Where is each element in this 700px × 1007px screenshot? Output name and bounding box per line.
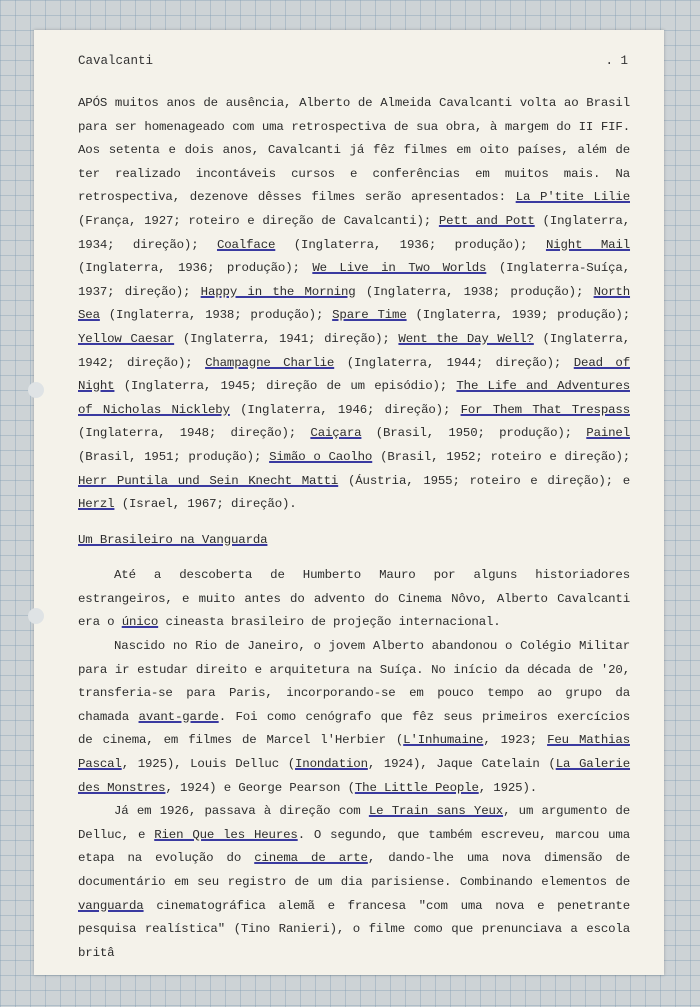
underlined-title: For Them That Trespass — [460, 402, 630, 417]
text-run: (Brasil, 1950; produção); — [361, 426, 587, 441]
underlined-title: cinema de arte — [254, 851, 368, 866]
underlined-title: Spare Time — [332, 308, 407, 323]
punch-hole — [28, 382, 44, 398]
text-run: (Brasil, 1951; produção); — [78, 449, 270, 464]
text-run: . Foi como cenógrafo que fêz seus primeiros exercícios de cinema, em filmes de Marcel l'Herbier ( — [78, 709, 630, 748]
underlined-title: Simão o Caolho — [269, 449, 373, 464]
underlined-title: Champagne Charlie — [205, 355, 335, 370]
underlined-title: avant-garde — [138, 709, 219, 724]
paragraph — [78, 564, 630, 635]
underlined-title: Feu Mathias Pascal — [78, 733, 630, 772]
document-page — [34, 30, 664, 975]
page-number: . 1 — [605, 54, 628, 68]
text-run: APÓS muitos anos de ausência, Alberto de Almeida Cavalcanti volta ao Brasil para ser homenageado com uma retrospectiva de sua obra, à margem do II FIF. Aos setenta e dois anos, Cavalcanti já fêz filmes em oito países, além de ter realizado incontáveis cursos e conferências em muitos mais. Na retrospectiva, dezenove dêsses filmes serão apresentados: — [78, 96, 630, 205]
header-title: Cavalcanti — [78, 54, 154, 68]
underlined-title: L'Inhumaine — [403, 733, 484, 748]
underlined-title: Painel — [586, 426, 630, 441]
text-run: , dando-lhe uma nova dimensão de documentário em seu registro de um dia parisiense. Combinando elementos de — [78, 851, 631, 889]
paragraph — [78, 92, 630, 517]
text-run: (França, 1927; roteiro e direção de Cavalcanti); — [78, 213, 439, 228]
text-run: (Israel, 1967; direção). — [114, 497, 297, 512]
punch-hole — [28, 608, 44, 624]
text-run: Já em 1926, passava à direção com — [114, 804, 369, 819]
document-body — [78, 92, 630, 965]
section-heading — [78, 529, 630, 553]
underlined-title: We Live in Two Worlds — [312, 261, 487, 276]
text-run: (Inglaterra, 1939; produção); — [406, 308, 630, 323]
text-run: , 1925), Louis Delluc ( — [121, 757, 295, 772]
text-run: cinematográfica alemã e francesa "com uma nova e penetrante pesquisa realística" (Tino Ranieri), o filme como que prenunciava a escola britâ — [78, 898, 630, 960]
underlined-title: The Little People — [354, 780, 479, 795]
underlined-title: Rien Que les Heures — [154, 827, 298, 842]
underlined-title: Yellow Caesar — [78, 331, 175, 346]
text-run: (Inglaterra, 1946; direção); — [229, 402, 461, 417]
underlined-title: The Life and Adventures of Nicholas Nickleby — [78, 379, 630, 417]
underlined-title: vanguarda — [78, 898, 144, 913]
text-run: , 1924) e George Pearson ( — [165, 780, 355, 795]
underlined-title: La Galerie des Monstres — [78, 757, 631, 795]
underlined-title: Um Brasileiro na Vanguarda — [78, 532, 268, 547]
text-run: (Inglaterra, 1936; produção); — [275, 237, 546, 252]
paragraph — [78, 800, 630, 965]
text-run: (Brasil, 1952; roteiro e direção); — [372, 449, 631, 464]
underlined-title: Went the Day Well? — [398, 331, 534, 346]
underlined-title: Herr Puntila und Sein Knecht Matti — [78, 473, 339, 488]
text-run: , um argumento de Delluc, e — [78, 804, 630, 842]
text-run: (Inglaterra, 1938; produção); — [355, 284, 594, 299]
text-run: (Inglaterra, 1944; direção); — [334, 355, 574, 370]
underlined-title: único — [121, 615, 159, 630]
text-run: Nascido no Rio de Janeiro, o jovem Alberto abandonou o Colégio Militar para ir estudar direito e arquitetura na Suíça. No início da década de '20, transferia-se para Paris, incorporando-se em pouco tempo ao grupo da chamada — [78, 639, 630, 724]
underlined-title: North Sea — [78, 284, 631, 323]
text-run: (Inglaterra, 1936; produção); — [78, 261, 313, 276]
underlined-title: Night Mail — [545, 237, 631, 252]
page-header — [78, 54, 628, 68]
text-run: (Inglaterra, 1938; produção); — [99, 308, 333, 323]
underlined-title: Herzl — [78, 497, 115, 512]
underlined-title: Le Train sans Yeux — [368, 804, 504, 819]
text-run: (Inglaterra, 1945; direção de um episódio); — [114, 379, 457, 394]
underlined-title: Caiçara — [310, 426, 362, 441]
text-run: . O segundo, que também escreveu, marcou uma etapa na evolução do — [78, 827, 630, 866]
text-run: , 1923; — [483, 733, 548, 748]
text-run: , 1925). — [478, 780, 538, 795]
underlined-title: La P'tite Lilie — [515, 190, 630, 205]
text-run: (Inglaterra, 1942; direção); — [78, 331, 630, 370]
text-run: (Inglaterra, 1948; direção); — [78, 426, 311, 441]
underlined-title: Coalface — [216, 237, 276, 252]
underlined-title: Inondation — [295, 757, 368, 772]
text-run: (Áustria, 1955; roteiro e direção); e — [338, 473, 630, 488]
text-run: cineasta brasileiro de projeção internacional. — [158, 615, 501, 630]
paragraph — [78, 635, 630, 800]
text-run: (Inglaterra-Suíça, 1937; direção); — [78, 261, 630, 299]
underlined-title: Happy in the Morning — [200, 284, 356, 299]
text-run: (Inglaterra, 1934; direção); — [78, 213, 630, 252]
text-run: , 1924), Jaque Catelain ( — [367, 757, 556, 772]
underlined-title: Pett and Pott — [438, 213, 535, 228]
text-run: (Inglaterra, 1941; direção); — [174, 331, 399, 346]
text-run: Até a descoberta de Humberto Mauro por alguns historiadores estrangeiros, e muito antes do advento do Cinema Nôvo, Alberto Cavalcanti era o — [78, 568, 630, 630]
underlined-title: Dead of Night — [78, 355, 630, 394]
